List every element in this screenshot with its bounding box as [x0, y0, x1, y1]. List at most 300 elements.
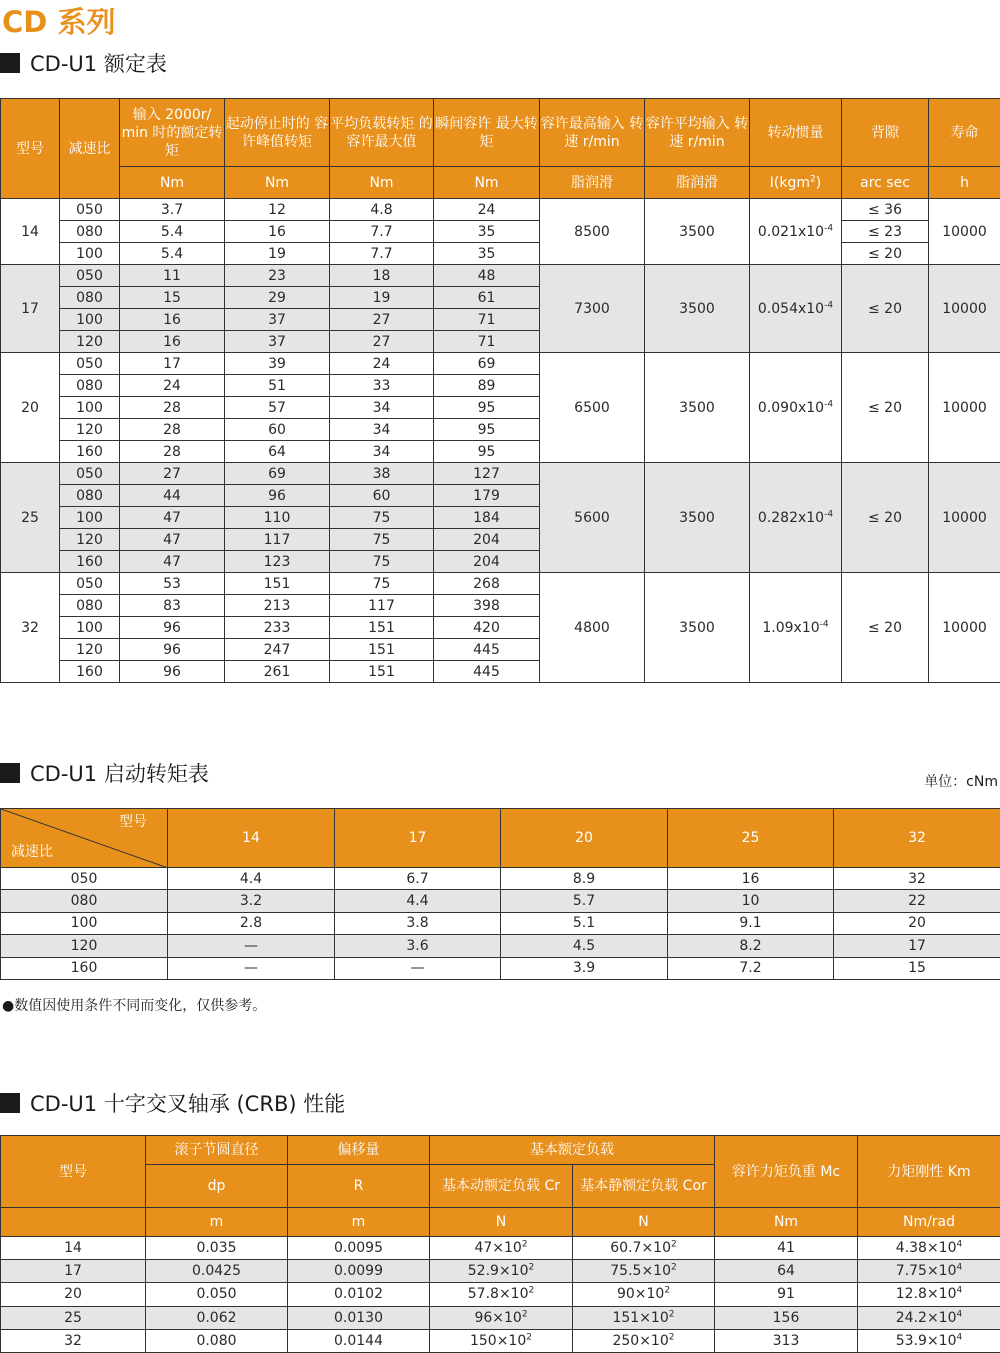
avg-torque-cell: 75: [330, 529, 434, 551]
backlash-cell: ≤ 20: [842, 573, 929, 683]
model-header: 17: [335, 809, 501, 868]
header-dp: 滚子节圆直径: [146, 1136, 288, 1165]
ratio-cell: 050: [60, 353, 120, 375]
header-instant-torque: 瞬间容许 最大转矩: [434, 99, 540, 167]
dp-cell: 0.062: [146, 1306, 288, 1329]
exponent: -4: [824, 398, 834, 409]
model-cell: 17: [1, 265, 60, 353]
rated-torque-cell: 47: [120, 551, 225, 573]
table-row: [1, 1329, 1000, 1352]
avg-torque-cell: 19: [330, 287, 434, 309]
offset-cell: 0.0144: [288, 1329, 430, 1352]
exponent: 2: [521, 1239, 528, 1250]
header-avg-torque: 平均负载转矩 的容许最大值: [330, 99, 434, 167]
value-cell: 17: [834, 935, 1000, 957]
corner-model-label: 型号: [119, 814, 147, 830]
avg-speed-cell: 3500: [645, 463, 750, 573]
value-cell: 10: [668, 890, 834, 912]
avg-torque-cell: 27: [330, 331, 434, 353]
model-cell: 25: [1, 463, 60, 573]
ratio-cell: 120: [1, 935, 168, 957]
unit-cell: Nm: [330, 167, 434, 199]
life-cell: 10000: [929, 463, 1000, 573]
value-cell: 2.8: [168, 912, 335, 934]
table-row: [1, 199, 1000, 221]
model-header: 25: [668, 809, 834, 868]
avg-torque-cell: 24: [330, 353, 434, 375]
peak-torque-cell: 117: [225, 529, 330, 551]
peak-torque-cell: 261: [225, 661, 330, 683]
peak-torque-cell: 39: [225, 353, 330, 375]
exponent: 2: [664, 1285, 671, 1296]
page-title: CD 系列: [2, 5, 116, 39]
inertia-cell: $0.021x10^{-4}$: [750, 199, 842, 265]
value-cell: 3.2: [168, 890, 335, 912]
life-cell: 10000: [929, 265, 1000, 353]
ratio-cell: 160: [60, 661, 120, 683]
model-header: 20: [501, 809, 668, 868]
ratio-cell: 160: [60, 551, 120, 573]
value-cell: 9.1: [668, 912, 834, 934]
exponent: 2: [521, 1309, 528, 1319]
exponent: 4: [956, 1285, 963, 1296]
backlash-cell: ≤ 23: [842, 221, 929, 243]
unit-cell: Nm: [120, 167, 225, 199]
unit-cell: N: [573, 1208, 715, 1237]
mc-cell: 156: [715, 1306, 858, 1329]
peak-torque-cell: 110: [225, 507, 330, 529]
rated-torque-cell: 53: [120, 573, 225, 595]
unit-cell: 脂润滑: [540, 167, 645, 199]
rated-torque-cell: 24: [120, 375, 225, 397]
header-model: 型号: [1, 99, 60, 199]
cor-cell: $250\times 10^2$: [573, 1329, 715, 1352]
model-cell: 20: [1, 1283, 146, 1306]
crb-table: [0, 1135, 1000, 1353]
value-cell: 4.5: [501, 935, 668, 957]
model-cell: 32: [1, 573, 60, 683]
exponent: 2: [528, 1285, 535, 1296]
model-header: 14: [168, 809, 335, 868]
avg-torque-cell: 4.8: [330, 199, 434, 221]
instant-torque-cell: 35: [434, 221, 540, 243]
instant-torque-cell: 95: [434, 441, 540, 463]
value-cell: 8.9: [501, 868, 668, 890]
peak-torque-cell: 29: [225, 287, 330, 309]
table-row: [1, 868, 1000, 890]
max-speed-cell: 8500: [540, 199, 645, 265]
value-cell: —: [168, 935, 335, 957]
offset-cell: 0.0099: [288, 1260, 430, 1283]
table-row: [1, 243, 1000, 265]
avg-speed-cell: 3500: [645, 265, 750, 353]
value-cell: 4.4: [168, 868, 335, 890]
max-speed-cell: 4800: [540, 573, 645, 683]
avg-torque-cell: 151: [330, 617, 434, 639]
offset-cell: 0.0102: [288, 1283, 430, 1306]
cr-cell: $96\times 10^2$: [430, 1306, 573, 1329]
ratio-cell: 100: [60, 309, 120, 331]
header-inertia: 转动惯量: [750, 99, 842, 167]
peak-torque-cell: 69: [225, 463, 330, 485]
header-dp-symbol: dp: [146, 1165, 288, 1208]
corner-ratio-label: 减速比: [11, 844, 53, 860]
avg-torque-cell: 7.7: [330, 221, 434, 243]
ratio-cell: 160: [1, 957, 168, 979]
backlash-cell: ≤ 20: [842, 243, 929, 265]
inertia-cell: $1.09x10^{-4}$: [750, 573, 842, 683]
peak-torque-cell: 123: [225, 551, 330, 573]
rated-torque-cell: 47: [120, 529, 225, 551]
section-title-start-torque: [0, 758, 209, 788]
value-cell: 3.9: [501, 957, 668, 979]
backlash-cell: ≤ 36: [842, 199, 929, 221]
table-row: [1, 935, 1000, 957]
ratio-cell: 050: [60, 199, 120, 221]
rated-torque-cell: 28: [120, 441, 225, 463]
cor-cell: $60.7\times 10^2$: [573, 1237, 715, 1260]
section-title-text: CD-U1 启动转矩表: [30, 762, 209, 786]
peak-torque-cell: 233: [225, 617, 330, 639]
rated-torque-cell: 16: [120, 331, 225, 353]
square-bullet-icon: [0, 763, 20, 783]
exponent: 2: [670, 1239, 677, 1250]
table-row: [1, 1260, 1000, 1283]
unit-cell-blank: [1, 1208, 146, 1237]
table-row: [1, 912, 1000, 934]
unit-cell: Nm: [434, 167, 540, 199]
section-title-text: CD-U1 十字交叉轴承 (CRB) 性能: [30, 1092, 346, 1116]
header-km: 力矩刚性 Km: [858, 1136, 1000, 1208]
exponent: 4: [956, 1309, 963, 1319]
avg-torque-cell: 151: [330, 661, 434, 683]
cor-cell: $75.5\times 10^2$: [573, 1260, 715, 1283]
start-torque-table: [0, 808, 1000, 980]
header-basic-load: 基本额定负载: [430, 1136, 715, 1165]
km-cell: $4.38\times 10^4$: [858, 1237, 1000, 1260]
header-backlash: 背隙: [842, 99, 929, 167]
table-row: [1, 265, 1000, 287]
instant-torque-cell: 95: [434, 397, 540, 419]
mc-cell: 313: [715, 1329, 858, 1352]
ratio-cell: 120: [60, 331, 120, 353]
model-header: 32: [834, 809, 1000, 868]
instant-torque-cell: 48: [434, 265, 540, 287]
cor-cell: $90\times 10^2$: [573, 1283, 715, 1306]
ratio-cell: 080: [60, 485, 120, 507]
table-row: [1, 353, 1000, 375]
peak-torque-cell: 23: [225, 265, 330, 287]
life-cell: 10000: [929, 573, 1000, 683]
rated-table: [0, 98, 1000, 683]
exponent: 4: [956, 1332, 963, 1343]
rated-torque-cell: 96: [120, 661, 225, 683]
unit-cell: I(kgm$^2$): [750, 167, 842, 199]
table-row: [1, 573, 1000, 595]
ratio-cell: 100: [60, 243, 120, 265]
exponent: -4: [824, 222, 834, 233]
section-title-text: CD-U1 额定表: [30, 52, 167, 76]
rated-torque-cell: 11: [120, 265, 225, 287]
rated-torque-cell: 44: [120, 485, 225, 507]
exponent: 2: [670, 1262, 677, 1273]
avg-torque-cell: 75: [330, 551, 434, 573]
avg-torque-cell: 38: [330, 463, 434, 485]
dp-cell: 0.0425: [146, 1260, 288, 1283]
inertia-cell: $0.282x10^{-4}$: [750, 463, 842, 573]
square-bullet-icon: [0, 1093, 20, 1113]
avg-speed-cell: 3500: [645, 353, 750, 463]
instant-torque-cell: 204: [434, 551, 540, 573]
rated-torque-cell: 28: [120, 419, 225, 441]
ratio-cell: 080: [60, 221, 120, 243]
offset-cell: 0.0130: [288, 1306, 430, 1329]
header-offset: 偏移量: [288, 1136, 430, 1165]
ratio-cell: 120: [60, 529, 120, 551]
avg-torque-cell: 60: [330, 485, 434, 507]
unit-cell: 脂润滑: [645, 167, 750, 199]
cr-cell: $57.8\times 10^2$: [430, 1283, 573, 1306]
corner-header: [1, 809, 168, 868]
value-cell: 3.6: [335, 935, 501, 957]
unit-cell: m: [146, 1208, 288, 1237]
peak-torque-cell: 247: [225, 639, 330, 661]
exponent: 2: [528, 1262, 535, 1273]
instant-torque-cell: 35: [434, 243, 540, 265]
unit-label: 单位：cNm: [924, 774, 998, 790]
peak-torque-cell: 96: [225, 485, 330, 507]
header-life: 寿命: [929, 99, 1000, 167]
rated-torque-cell: 5.4: [120, 243, 225, 265]
instant-torque-cell: 184: [434, 507, 540, 529]
header-avg-speed: 容许平均输入 转速 r/min: [645, 99, 750, 167]
avg-speed-cell: 3500: [645, 573, 750, 683]
dp-cell: 0.080: [146, 1329, 288, 1352]
header-rated-torque: 输入 2000r/ min 时的额定转矩: [120, 99, 225, 167]
backlash-cell: ≤ 20: [842, 353, 929, 463]
mc-cell: 64: [715, 1260, 858, 1283]
model-cell: 17: [1, 1260, 146, 1283]
avg-torque-cell: 18: [330, 265, 434, 287]
ratio-cell: 100: [60, 507, 120, 529]
unit-cell: m: [288, 1208, 430, 1237]
avg-torque-cell: 34: [330, 441, 434, 463]
instant-torque-cell: 268: [434, 573, 540, 595]
peak-torque-cell: 213: [225, 595, 330, 617]
table-row: [1, 1283, 1000, 1306]
exponent: 2: [668, 1332, 675, 1343]
instant-torque-cell: 24: [434, 199, 540, 221]
instant-torque-cell: 71: [434, 331, 540, 353]
exponent: -4: [819, 618, 829, 629]
unit-cell: arc sec: [842, 167, 929, 199]
rated-torque-cell: 5.4: [120, 221, 225, 243]
max-speed-cell: 5600: [540, 463, 645, 573]
exponent: -4: [824, 508, 834, 519]
value-cell: 22: [834, 890, 1000, 912]
rated-torque-cell: 28: [120, 397, 225, 419]
ratio-cell: 120: [60, 419, 120, 441]
value-cell: 15: [834, 957, 1000, 979]
value-cell: 16: [668, 868, 834, 890]
rated-torque-cell: 47: [120, 507, 225, 529]
peak-torque-cell: 37: [225, 331, 330, 353]
rated-torque-cell: 96: [120, 617, 225, 639]
ratio-cell: 120: [60, 639, 120, 661]
header-model: 型号: [1, 1136, 146, 1208]
backlash-cell: ≤ 20: [842, 265, 929, 353]
avg-speed-cell: 3500: [645, 199, 750, 265]
ratio-cell: 080: [60, 595, 120, 617]
header-cr: 基本动额定负载 Cr: [430, 1165, 573, 1208]
value-cell: 32: [834, 868, 1000, 890]
ratio-cell: 160: [60, 441, 120, 463]
cr-cell: $52.9\times 10^2$: [430, 1260, 573, 1283]
peak-torque-cell: 19: [225, 243, 330, 265]
exponent: 4: [956, 1262, 963, 1273]
avg-torque-cell: 7.7: [330, 243, 434, 265]
avg-torque-cell: 75: [330, 573, 434, 595]
value-cell: 7.2: [668, 957, 834, 979]
exponent: -4: [824, 299, 834, 310]
value-cell: 6.7: [335, 868, 501, 890]
table-row: [1, 463, 1000, 485]
rated-torque-cell: 15: [120, 287, 225, 309]
unit-cell: Nm: [715, 1208, 858, 1237]
table-row: [1, 1237, 1000, 1260]
square-bullet-icon: [0, 53, 20, 73]
exponent: 2: [810, 173, 816, 184]
rated-torque-cell: 96: [120, 639, 225, 661]
table-row: [1, 957, 1000, 979]
rated-torque-cell: 17: [120, 353, 225, 375]
value-cell: 4.4: [335, 890, 501, 912]
max-speed-cell: 6500: [540, 353, 645, 463]
cr-cell: $150\times 10^2$: [430, 1329, 573, 1352]
header-max-speed: 容许最高输入 转速 r/min: [540, 99, 645, 167]
model-cell: 32: [1, 1329, 146, 1352]
dp-cell: 0.035: [146, 1237, 288, 1260]
exponent: 4: [956, 1239, 963, 1250]
cr-cell: $47\times 10^2$: [430, 1237, 573, 1260]
table-row: [1, 221, 1000, 243]
rated-torque-cell: 3.7: [120, 199, 225, 221]
value-cell: 8.2: [668, 935, 834, 957]
inertia-cell: $0.090x10^{-4}$: [750, 353, 842, 463]
instant-torque-cell: 61: [434, 287, 540, 309]
footnote: ●数值因使用条件不同而变化，仅供参考。: [2, 998, 267, 1014]
model-cell: 14: [1, 199, 60, 265]
unit-cell: Nm: [225, 167, 330, 199]
life-cell: 10000: [929, 199, 1000, 265]
km-cell: $24.2\times 10^4$: [858, 1306, 1000, 1329]
ratio-cell: 050: [1, 868, 168, 890]
header-offset-symbol: R: [288, 1165, 430, 1208]
instant-torque-cell: 95: [434, 419, 540, 441]
peak-torque-cell: 64: [225, 441, 330, 463]
model-cell: 14: [1, 1237, 146, 1260]
mc-cell: 41: [715, 1237, 858, 1260]
avg-torque-cell: 34: [330, 397, 434, 419]
rated-torque-cell: 16: [120, 309, 225, 331]
ratio-cell: 100: [60, 397, 120, 419]
ratio-cell: 080: [1, 890, 168, 912]
model-cell: 25: [1, 1306, 146, 1329]
value-cell: 3.8: [335, 912, 501, 934]
ratio-cell: 080: [60, 287, 120, 309]
peak-torque-cell: 57: [225, 397, 330, 419]
value-cell: 5.7: [501, 890, 668, 912]
header-ratio: 减速比: [60, 99, 120, 199]
peak-torque-cell: 60: [225, 419, 330, 441]
header-peak-torque: 起动停止时的 容许峰值转矩: [225, 99, 330, 167]
model-cell: 20: [1, 353, 60, 463]
max-speed-cell: 7300: [540, 265, 645, 353]
km-cell: $12.8\times 10^4$: [858, 1283, 1000, 1306]
value-cell: —: [335, 957, 501, 979]
cor-cell: $151\times 10^2$: [573, 1306, 715, 1329]
ratio-cell: 100: [1, 912, 168, 934]
instant-torque-cell: 204: [434, 529, 540, 551]
life-cell: 10000: [929, 353, 1000, 463]
header-mc: 容许力矩负重 Mc: [715, 1136, 858, 1208]
avg-torque-cell: 34: [330, 419, 434, 441]
instant-torque-cell: 445: [434, 661, 540, 683]
peak-torque-cell: 51: [225, 375, 330, 397]
unit-cell: Nm/rad: [858, 1208, 1000, 1237]
unit-cell: h: [929, 167, 1000, 199]
ratio-cell: 080: [60, 375, 120, 397]
instant-torque-cell: 398: [434, 595, 540, 617]
avg-torque-cell: 117: [330, 595, 434, 617]
ratio-cell: 050: [60, 573, 120, 595]
section-title-crb: [0, 1088, 345, 1118]
ratio-cell: 100: [60, 617, 120, 639]
section-title-rated: [0, 48, 167, 78]
km-cell: $7.75\times 10^4$: [858, 1260, 1000, 1283]
instant-torque-cell: 89: [434, 375, 540, 397]
peak-torque-cell: 12: [225, 199, 330, 221]
peak-torque-cell: 16: [225, 221, 330, 243]
unit-cell: N: [430, 1208, 573, 1237]
instant-torque-cell: 71: [434, 309, 540, 331]
exponent: 2: [526, 1332, 532, 1343]
value-cell: —: [168, 957, 335, 979]
rated-torque-cell: 83: [120, 595, 225, 617]
ratio-cell: 050: [60, 463, 120, 485]
peak-torque-cell: 37: [225, 309, 330, 331]
avg-torque-cell: 33: [330, 375, 434, 397]
avg-torque-cell: 27: [330, 309, 434, 331]
header-cor: 基本静额定负载 Cor: [573, 1165, 715, 1208]
ratio-cell: 050: [60, 265, 120, 287]
peak-torque-cell: 151: [225, 573, 330, 595]
value-cell: 20: [834, 912, 1000, 934]
inertia-cell: $0.054x10^{-4}$: [750, 265, 842, 353]
dp-cell: 0.050: [146, 1283, 288, 1306]
mc-cell: 91: [715, 1283, 858, 1306]
backlash-cell: ≤ 20: [842, 463, 929, 573]
exponent: 2: [668, 1309, 675, 1319]
value-cell: 5.1: [501, 912, 668, 934]
avg-torque-cell: 75: [330, 507, 434, 529]
instant-torque-cell: 179: [434, 485, 540, 507]
avg-torque-cell: 151: [330, 639, 434, 661]
rated-torque-cell: 27: [120, 463, 225, 485]
instant-torque-cell: 420: [434, 617, 540, 639]
offset-cell: 0.0095: [288, 1237, 430, 1260]
instant-torque-cell: 127: [434, 463, 540, 485]
